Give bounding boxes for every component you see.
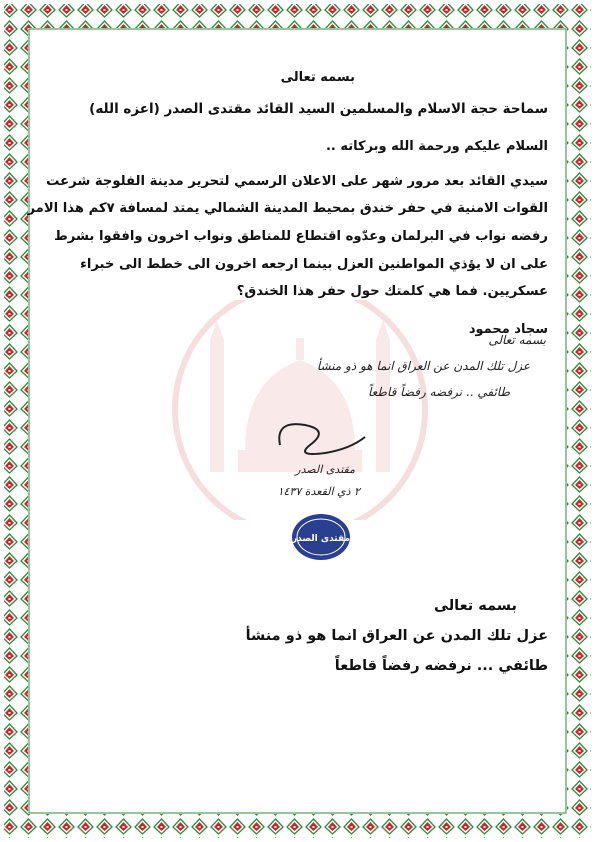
blue-seal-stamp [291, 513, 351, 561]
handwritten-line-2: طائفي .. نرفضه رفضاً قاطعاً [367, 385, 510, 399]
handwritten-line-1: عزل تلك المدن عن العراق انما هو ذو منشأ [316, 359, 530, 373]
basmala-header: بسمه تعالى [280, 70, 355, 85]
handwritten-signature-name: مقتدى الصدر [295, 463, 355, 476]
question-line-2: القوات الامنية في حفر خندق بمحيط المدينة الشمالي يمتد لمسافة ٧كم هذا الامر [27, 201, 548, 216]
reply-basmala: بسمه تعالى [434, 598, 517, 614]
reply-line-2: طائفي ... نرفضه رفضاً قاطعاً [334, 658, 548, 674]
question-line-1: سيدي القائد بعد مرور شهر على الاعلان الرسمي لتحرير مدينة الفلوجة شرعت [46, 174, 548, 189]
question-line-4: على ان لا يؤذي المواطنين العزل بينما ارجعه اخرون الى خطط الى خبراء [80, 257, 548, 272]
handwritten-basmala: بسمه تعالى [488, 333, 546, 347]
reply-line-1: عزل تلك المدن عن العراق انما هو ذو منشأ [245, 628, 548, 644]
question-line-3: رفضه نواب في البرلمان وعدّوه اقتطاع للمناطق ونواب اخرون وافقوا بشرط [54, 229, 548, 244]
greeting-line: السلام عليكم ورحمة الله وبركاته .. [325, 139, 548, 154]
question-line-5: عسكريين. فما هي كلمتك حول حفر هذا الخندق؟ [236, 284, 548, 299]
handwritten-date: ٢ ذي القعدة ١٤٣٧ [277, 485, 360, 498]
seal-text: مقتدى الصدر [291, 534, 351, 544]
addressee-line: سماحة حجة الاسلام والمسلمين السيد القائد مقتدى الصدر (اعزه الله) [89, 101, 548, 117]
handwritten-signature-scribble [270, 415, 380, 465]
sender-signature: سجاد محمود [468, 322, 548, 337]
